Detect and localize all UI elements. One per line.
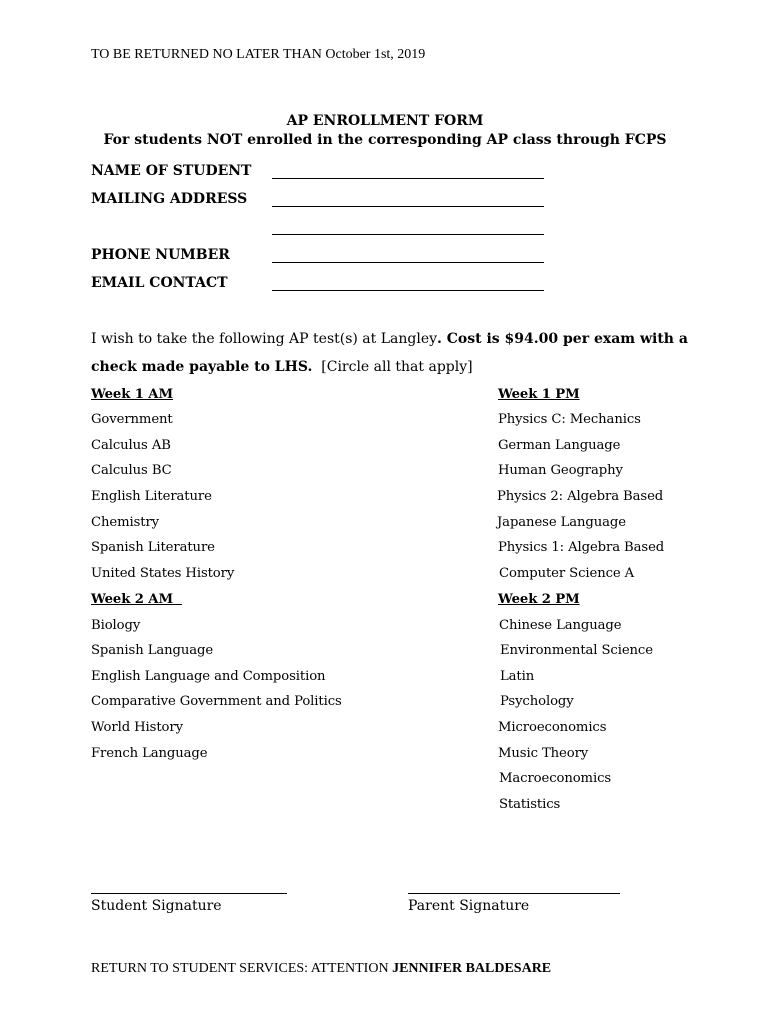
address-line-1[interactable] <box>272 206 544 207</box>
exam-option[interactable]: Chinese Language <box>499 618 622 633</box>
instructions-line-2 <box>91 359 473 375</box>
exam-option[interactable]: Chemistry <box>91 515 160 530</box>
week2-pm-heading: Week 2 PM <box>498 592 580 607</box>
exam-option[interactable]: World History <box>91 720 183 735</box>
exam-option[interactable]: Physics 1: Algebra Based <box>498 540 665 555</box>
exam-option[interactable]: Government <box>91 412 173 427</box>
phone-label: PHONE NUMBER <box>91 247 230 263</box>
exam-option[interactable]: Human Geography <box>498 463 623 478</box>
address-line-2[interactable] <box>272 234 544 235</box>
instructions-payable: check made payable to LHS. <box>91 359 313 375</box>
instructions-line-1 <box>91 331 688 347</box>
student-signature-label: Student Signature <box>91 898 222 914</box>
exam-option[interactable]: Latin <box>500 669 535 684</box>
instructions-circle-note: [Circle all that apply] <box>321 359 473 375</box>
exam-option[interactable]: Biology <box>91 618 141 633</box>
email-label: EMAIL CONTACT <box>91 275 228 291</box>
student-signature-line[interactable] <box>91 893 287 894</box>
email-line[interactable] <box>272 290 544 291</box>
footer-plain: RETURN TO STUDENT SERVICES: ATTENTION <box>91 961 389 976</box>
exam-option[interactable]: Physics 2: Algebra Based <box>497 489 664 504</box>
name-label: NAME OF STUDENT <box>91 163 252 179</box>
exam-option[interactable]: Calculus AB <box>91 438 171 453</box>
exam-option[interactable]: Spanish Literature <box>91 540 215 555</box>
exam-option[interactable]: French Language <box>91 746 208 761</box>
week1-pm-heading: Week 1 PM <box>498 387 580 402</box>
exam-option[interactable]: English Language and Composition <box>91 669 326 684</box>
week1-am-heading: Week 1 AM <box>91 387 173 402</box>
exam-option[interactable]: English Literature <box>91 489 212 504</box>
address-label: MAILING ADDRESS <box>91 191 248 207</box>
week2-am-heading: Week 2 AM <box>91 592 173 607</box>
exam-option[interactable]: Macroeconomics <box>499 771 612 786</box>
exam-option[interactable]: Microeconomics <box>498 720 607 735</box>
instructions-cost: . Cost is $94.00 per exam with a <box>437 331 688 347</box>
exam-option[interactable]: Spanish Language <box>91 643 214 658</box>
exam-option[interactable]: Calculus BC <box>91 463 172 478</box>
exam-option[interactable]: Computer Science A <box>499 566 635 581</box>
exam-option[interactable]: German Language <box>498 438 621 453</box>
instructions-plain: I wish to take the following AP test(s) at Langley <box>91 331 438 347</box>
footer-contact-name: JENNIFER BALDESARE <box>392 961 552 976</box>
parent-signature-label: Parent Signature <box>408 898 530 914</box>
name-line[interactable] <box>272 178 544 179</box>
exam-option[interactable]: Comparative Government and Politics <box>91 694 342 709</box>
exam-option[interactable]: Environmental Science <box>500 643 653 658</box>
parent-signature-line[interactable] <box>408 893 620 894</box>
exam-option[interactable]: Japanese Language <box>497 515 626 530</box>
form-subtitle: For students NOT enrolled in the corresponding AP class through FCPS <box>103 132 667 148</box>
footer-return-note <box>91 961 551 977</box>
exam-option[interactable]: Statistics <box>499 797 561 812</box>
exam-option[interactable]: United States History <box>91 566 235 581</box>
exam-option[interactable]: Psychology <box>500 694 574 709</box>
phone-line[interactable] <box>272 262 544 263</box>
exam-option[interactable]: Physics C: Mechanics <box>498 412 641 427</box>
form-title: AP ENROLLMENT FORM <box>286 113 484 129</box>
exam-option[interactable]: Music Theory <box>498 746 589 761</box>
deadline-text: TO BE RETURNED NO LATER THAN October 1st, 2019 <box>91 47 426 62</box>
